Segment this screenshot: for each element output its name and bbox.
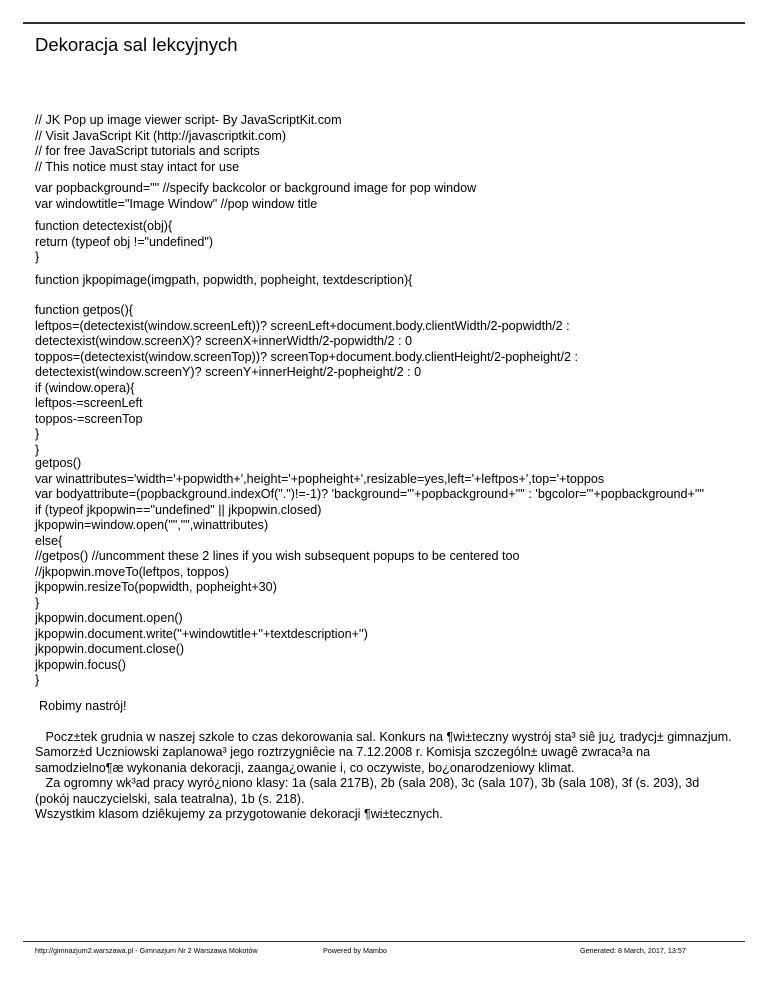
script-line: else{	[35, 533, 63, 548]
script-popup-block	[35, 456, 704, 689]
script-line: getpos()	[35, 456, 82, 470]
script-line: if (typeof jkpopwin=="undefined" || jkpopwin.closed)	[35, 502, 322, 517]
script-vars-block	[35, 181, 476, 212]
script-line: toppos=(detectexist(window.screenTop))? screenTop+document.body.clientHeight/2-popheight/2 :	[35, 349, 579, 364]
script-line: return (typeof obj !="undefined")	[35, 234, 214, 249]
script-line: jkpopwin.focus()	[35, 657, 126, 672]
script-line: // JK Pop up image viewer script- By JavaScriptKit.com	[35, 113, 342, 127]
script-getpos-block	[35, 303, 578, 458]
script-line: detectexist(window.screenX)? screenX+innerWidth/2-popwidth/2 : 0	[35, 334, 412, 348]
article	[35, 699, 735, 823]
footer-site-link: http://gimnazjum2.warszawa.pl - Gimnazjum Nr 2 Warszawa Mokotów	[35, 946, 258, 955]
script-line: jkpopwin.resizeTo(popwidth, popheight+30)	[35, 580, 277, 594]
script-line: }	[35, 595, 40, 610]
article-heading: Robimy nastrój!	[39, 699, 127, 713]
page-title: Dekoracja sal lekcyjnych	[35, 34, 238, 55]
article-paragraph: Za ogromny wk³ad pracy wyró¿niono klasy: 1a (sala 217B), 2b (sala 208), 3c (sala 107), 3b (sala 108), 3f (s. 203), 3d (pokój nauczycielski, sala teatralna), 1b (s. 218).	[35, 776, 703, 806]
header-rule	[23, 22, 745, 24]
script-line: function jkpopimage(imgpath, popwidth, popheight, textdescription){	[35, 273, 413, 287]
script-line: // for free JavaScript tutorials and scripts	[35, 144, 260, 158]
script-line: var popbackground="" //specify backcolor or background image for pop window	[35, 181, 477, 195]
script-line: }	[35, 673, 40, 687]
script-line: var bodyattribute=(popbackground.indexOf(".")!=-1)? 'background="'+popbackground+'"' : 'bgcolor="'+popbackground+'"'	[35, 487, 705, 501]
script-line: function getpos(){	[35, 303, 134, 317]
script-line: }	[35, 442, 40, 457]
script-line: jkpopwin.document.write(''+windowtitle+''+textdescription+'')	[35, 626, 368, 641]
script-line: leftpos-=screenLeft	[35, 396, 143, 410]
script-line: // This notice must stay intact for use	[35, 159, 240, 174]
script-line: // Visit JavaScript Kit (http://javascriptkit.com)	[35, 128, 287, 143]
script-detectexist-block	[35, 219, 213, 266]
script-line: //jkpopwin.moveTo(leftpos, toppos)	[35, 564, 229, 579]
script-line: jkpopwin.document.close()	[35, 642, 185, 656]
script-line: leftpos=(detectexist(window.screenLeft))? screenLeft+document.body.clientWidth/2-popwidth/2 :	[35, 318, 570, 333]
script-comment-block	[35, 113, 342, 175]
footer-rule	[23, 941, 745, 942]
script-line: jkpopwin.document.open()	[35, 611, 183, 625]
article-paragraph: Wszystkim klasom dziêkujemy za przygotowanie dekoracji ¶wi±tecznych.	[35, 807, 443, 821]
footer-powered-by: Powered by Mambo	[323, 946, 387, 955]
article-paragraph: Pocz±tek grudnia w naszej szkole to czas dekorowania sal. Konkurs na ¶wi±teczny wystrój sta³ siê ju¿ tradycj± gimnazjum.	[35, 729, 732, 744]
script-line: toppos-=screenTop	[35, 411, 143, 426]
article-paragraph: Samorz±d Uczniowski zaplanowa³ jego roztrzygniêcie na 7.12.2008 r. Komisja szczególn± uwagê zwraca³a na samodzielno¶æ wykonania dekoracji, zaanga¿owanie i, co oczywiste, bo¿onarodzeniowy klimat.	[35, 745, 651, 775]
script-line: if (window.opera){	[35, 380, 135, 395]
script-line: //getpos() //uncomment these 2 lines if you wish subsequent popups to be centered too	[35, 549, 520, 563]
script-line: }	[35, 427, 40, 441]
script-line: var winattributes='width='+popwidth+',height='+popheight+',resizable=yes,left='+leftpos+',top='+toppos	[35, 471, 605, 486]
footer-generated-date: Generated: 8 March, 2017, 13:57	[580, 946, 686, 955]
script-line: jkpopwin=window.open("","",winattributes)	[35, 518, 269, 532]
script-line: detectexist(window.screenY)? screenY+innerHeight/2-popheight/2 : 0	[35, 365, 422, 379]
script-line: }	[35, 250, 40, 264]
script-jkpopimage-block	[35, 273, 412, 289]
script-line: var windowtitle="Image Window" //pop window title	[35, 196, 318, 211]
script-line: function detectexist(obj){	[35, 219, 173, 233]
